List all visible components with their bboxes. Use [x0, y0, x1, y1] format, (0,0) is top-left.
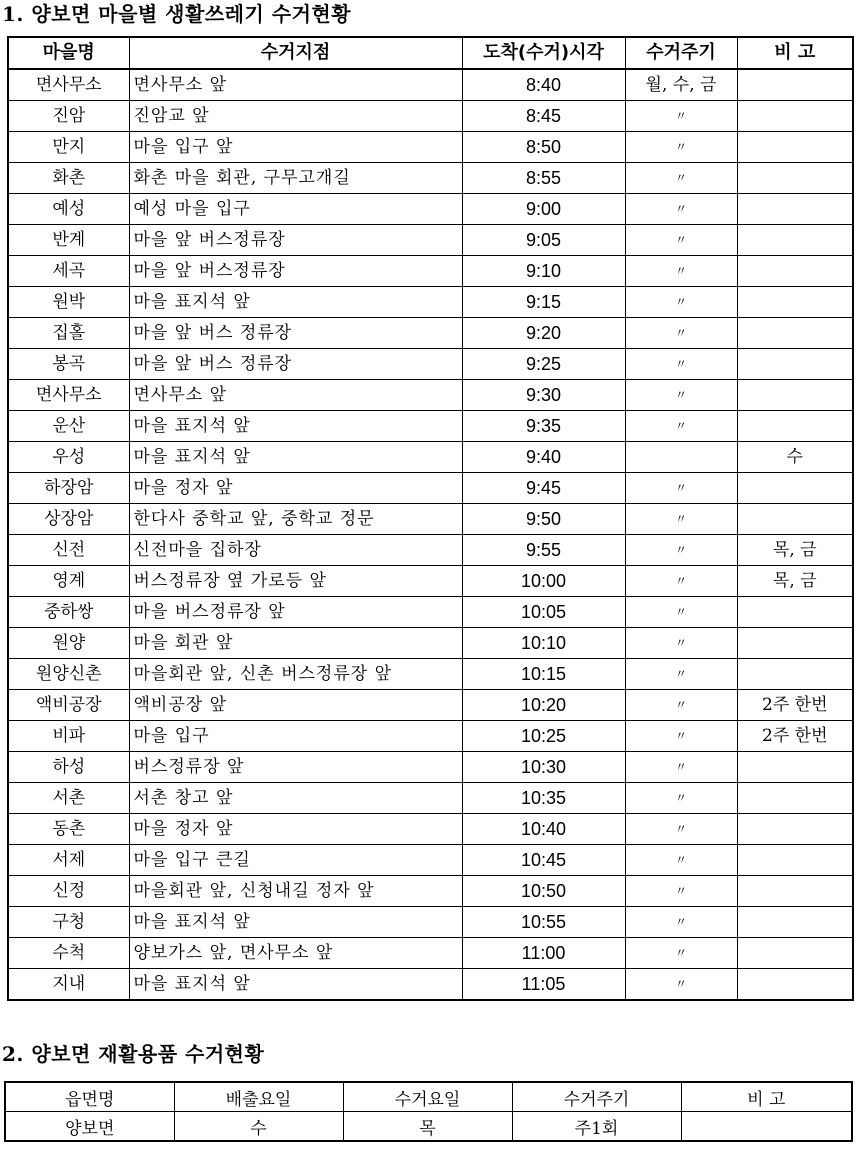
location-cell: 마을 표지석 앞	[129, 287, 462, 318]
arrival-time-cell: 9:00	[462, 194, 625, 225]
arrival-time-cell: 10:30	[462, 752, 625, 783]
village-cell: 하성	[8, 752, 129, 783]
note-cell	[737, 287, 853, 318]
table-row	[8, 225, 853, 256]
note-cell: 목, 금	[737, 566, 853, 597]
arrival-time-cell: 10:15	[462, 659, 625, 690]
note-cell	[737, 132, 853, 163]
village-cell: 신전	[8, 535, 129, 566]
location-cell: 예성 마을 입구	[129, 194, 462, 225]
arrival-time-cell: 8:50	[462, 132, 625, 163]
village-cell: 봉곡	[8, 349, 129, 380]
note-cell	[737, 318, 853, 349]
cycle-cell: 〃	[625, 287, 737, 318]
note-cell	[737, 411, 853, 442]
header-collect-day: 수거요일	[343, 1082, 512, 1112]
location-cell: 마을 표지석 앞	[129, 969, 462, 1001]
note-cell	[737, 194, 853, 225]
table-row	[8, 256, 853, 287]
table-row	[8, 380, 853, 411]
note-cell	[737, 659, 853, 690]
cycle-cell: 〃	[625, 690, 737, 721]
village-cell: 지내	[8, 969, 129, 1001]
arrival-time-cell: 9:30	[462, 380, 625, 411]
table-row	[8, 597, 853, 628]
table-row	[8, 690, 853, 721]
arrival-time-cell: 9:55	[462, 535, 625, 566]
location-cell: 마을 정자 앞	[129, 814, 462, 845]
header-cycle: 수거주기	[625, 37, 737, 69]
recycling-table-body	[5, 1112, 852, 1142]
note-cell	[737, 349, 853, 380]
location-cell: 면사무소 앞	[129, 69, 462, 101]
table-row	[8, 349, 853, 380]
village-cell: 구청	[8, 907, 129, 938]
note-cell	[737, 69, 853, 101]
arrival-time-cell: 10:20	[462, 690, 625, 721]
note-cell: 수	[737, 442, 853, 473]
village-cell: 진암	[8, 101, 129, 132]
cycle-cell	[625, 442, 737, 473]
cycle-cell: 〃	[625, 535, 737, 566]
location-cell: 마을 앞 버스 정류장	[129, 349, 462, 380]
note-cell	[737, 628, 853, 659]
cycle-cell: 〃	[625, 566, 737, 597]
arrival-time-cell: 9:25	[462, 349, 625, 380]
cycle-cell: 〃	[625, 938, 737, 969]
table-row	[8, 628, 853, 659]
table-row	[8, 69, 853, 101]
cycle-cell: 〃	[625, 628, 737, 659]
note-cell: 2주 한번	[737, 721, 853, 752]
note-cell	[737, 752, 853, 783]
location-cell: 마을 입구 큰길	[129, 845, 462, 876]
section-1-title: 1. 양보면 마을별 생활쓰레기 수거현황	[2, 2, 352, 26]
note-cell	[737, 101, 853, 132]
table-row	[8, 783, 853, 814]
header-note: 비 고	[681, 1082, 852, 1112]
table-row	[8, 566, 853, 597]
note-cell	[737, 845, 853, 876]
note-cell	[681, 1112, 852, 1142]
table-row	[8, 504, 853, 535]
note-cell	[737, 597, 853, 628]
location-cell: 액비공장 앞	[129, 690, 462, 721]
location-cell: 마을회관 앞, 신촌 버스정류장 앞	[129, 659, 462, 690]
village-cell: 운산	[8, 411, 129, 442]
village-cell: 만지	[8, 132, 129, 163]
village-cell: 화촌	[8, 163, 129, 194]
cycle-cell: 〃	[625, 225, 737, 256]
arrival-time-cell: 9:35	[462, 411, 625, 442]
location-cell: 마을 앞 버스 정류장	[129, 318, 462, 349]
location-cell: 마을 회관 앞	[129, 628, 462, 659]
arrival-time-cell: 9:15	[462, 287, 625, 318]
note-cell	[737, 938, 853, 969]
arrival-time-cell: 10:25	[462, 721, 625, 752]
discharge-day-cell: 수	[174, 1112, 343, 1142]
table-row	[8, 163, 853, 194]
table-header-row	[8, 37, 853, 69]
note-cell	[737, 225, 853, 256]
arrival-time-cell: 10:05	[462, 597, 625, 628]
table-row	[8, 752, 853, 783]
table-row	[8, 876, 853, 907]
location-cell: 마을회관 앞, 신청내길 정자 앞	[129, 876, 462, 907]
note-cell	[737, 907, 853, 938]
table-row	[8, 535, 853, 566]
table-row	[8, 473, 853, 504]
cycle-cell: 〃	[625, 814, 737, 845]
household-waste-table-body	[8, 69, 853, 1000]
cycle-cell: 〃	[625, 194, 737, 225]
cycle-cell: 〃	[625, 907, 737, 938]
village-cell: 하장암	[8, 473, 129, 504]
note-cell	[737, 876, 853, 907]
arrival-time-cell: 9:20	[462, 318, 625, 349]
cycle-cell: 〃	[625, 349, 737, 380]
header-location: 수거지점	[129, 37, 462, 69]
cycle-cell: 〃	[625, 473, 737, 504]
cycle-cell: 〃	[625, 659, 737, 690]
header-cycle: 수거주기	[512, 1082, 681, 1112]
note-cell: 목, 금	[737, 535, 853, 566]
village-cell: 집홀	[8, 318, 129, 349]
arrival-time-cell: 9:50	[462, 504, 625, 535]
header-village: 마을명	[8, 37, 129, 69]
collect-day-cell: 목	[343, 1112, 512, 1142]
village-cell: 원양신촌	[8, 659, 129, 690]
arrival-time-cell: 8:40	[462, 69, 625, 101]
table-header-row	[5, 1082, 852, 1112]
location-cell: 양보가스 앞, 면사무소 앞	[129, 938, 462, 969]
location-cell: 마을 표지석 앞	[129, 411, 462, 442]
cycle-cell: 〃	[625, 783, 737, 814]
cycle-cell: 〃	[625, 101, 737, 132]
location-cell: 마을 표지석 앞	[129, 907, 462, 938]
cycle-cell: 〃	[625, 845, 737, 876]
cycle-cell: 월, 수, 금	[625, 69, 737, 101]
arrival-time-cell: 9:45	[462, 473, 625, 504]
location-cell: 버스정류장 옆 가로등 앞	[129, 566, 462, 597]
recycling-table	[4, 1081, 853, 1142]
village-cell: 원양	[8, 628, 129, 659]
village-cell: 면사무소	[8, 380, 129, 411]
table-row	[8, 442, 853, 473]
table-row	[8, 132, 853, 163]
arrival-time-cell: 10:10	[462, 628, 625, 659]
table-row	[8, 411, 853, 442]
cycle-cell: 주1회	[512, 1112, 681, 1142]
table-row	[8, 318, 853, 349]
location-cell: 마을 입구	[129, 721, 462, 752]
table-row	[8, 969, 853, 1001]
location-cell: 면사무소 앞	[129, 380, 462, 411]
household-waste-table	[7, 36, 854, 1001]
village-cell: 면사무소	[8, 69, 129, 101]
note-cell	[737, 783, 853, 814]
table-row	[8, 101, 853, 132]
cycle-cell: 〃	[625, 318, 737, 349]
location-cell: 버스정류장 앞	[129, 752, 462, 783]
arrival-time-cell: 11:00	[462, 938, 625, 969]
table-row	[8, 845, 853, 876]
village-cell: 수척	[8, 938, 129, 969]
cycle-cell: 〃	[625, 969, 737, 1001]
location-cell: 신전마을 집하장	[129, 535, 462, 566]
cycle-cell: 〃	[625, 380, 737, 411]
note-cell	[737, 969, 853, 1001]
header-note: 비 고	[737, 37, 853, 69]
arrival-time-cell: 10:00	[462, 566, 625, 597]
town-cell: 양보면	[5, 1112, 174, 1142]
note-cell	[737, 380, 853, 411]
table-row	[5, 1112, 852, 1142]
arrival-time-cell: 10:40	[462, 814, 625, 845]
note-cell	[737, 163, 853, 194]
village-cell: 서제	[8, 845, 129, 876]
cycle-cell: 〃	[625, 752, 737, 783]
note-cell: 2주 한번	[737, 690, 853, 721]
village-cell: 반계	[8, 225, 129, 256]
location-cell: 마을 표지석 앞	[129, 442, 462, 473]
arrival-time-cell: 11:05	[462, 969, 625, 1001]
location-cell: 마을 버스정류장 앞	[129, 597, 462, 628]
village-cell: 우성	[8, 442, 129, 473]
arrival-time-cell: 10:35	[462, 783, 625, 814]
note-cell	[737, 473, 853, 504]
note-cell	[737, 504, 853, 535]
location-cell: 화촌 마을 회관, 구무고개길	[129, 163, 462, 194]
cycle-cell: 〃	[625, 163, 737, 194]
header-arrival-time: 도착(수거)시각	[462, 37, 625, 69]
village-cell: 액비공장	[8, 690, 129, 721]
location-cell: 마을 정자 앞	[129, 473, 462, 504]
village-cell: 세곡	[8, 256, 129, 287]
arrival-time-cell: 9:40	[462, 442, 625, 473]
cycle-cell: 〃	[625, 256, 737, 287]
village-cell: 예성	[8, 194, 129, 225]
note-cell	[737, 814, 853, 845]
arrival-time-cell: 9:10	[462, 256, 625, 287]
section-2-title: 2. 양보면 재활용품 수거현황	[2, 1042, 265, 1066]
header-discharge-day: 배출요일	[174, 1082, 343, 1112]
location-cell: 서촌 창고 앞	[129, 783, 462, 814]
arrival-time-cell: 10:50	[462, 876, 625, 907]
header-town: 읍면명	[5, 1082, 174, 1112]
location-cell: 마을 앞 버스정류장	[129, 225, 462, 256]
table-row	[8, 194, 853, 225]
cycle-cell: 〃	[625, 597, 737, 628]
cycle-cell: 〃	[625, 132, 737, 163]
location-cell: 마을 앞 버스정류장	[129, 256, 462, 287]
village-cell: 신정	[8, 876, 129, 907]
table-row	[8, 907, 853, 938]
village-cell: 서촌	[8, 783, 129, 814]
table-row	[8, 814, 853, 845]
arrival-time-cell: 8:45	[462, 101, 625, 132]
cycle-cell: 〃	[625, 411, 737, 442]
table-row	[8, 721, 853, 752]
location-cell: 한다사 중학교 앞, 중학교 정문	[129, 504, 462, 535]
village-cell: 영계	[8, 566, 129, 597]
table-row	[8, 287, 853, 318]
cycle-cell: 〃	[625, 876, 737, 907]
table-row	[8, 659, 853, 690]
village-cell: 상장암	[8, 504, 129, 535]
arrival-time-cell: 10:45	[462, 845, 625, 876]
village-cell: 중하쌍	[8, 597, 129, 628]
cycle-cell: 〃	[625, 721, 737, 752]
arrival-time-cell: 8:55	[462, 163, 625, 194]
arrival-time-cell: 9:05	[462, 225, 625, 256]
village-cell: 동촌	[8, 814, 129, 845]
arrival-time-cell: 10:55	[462, 907, 625, 938]
location-cell: 진암교 앞	[129, 101, 462, 132]
village-cell: 원박	[8, 287, 129, 318]
table-row	[8, 938, 853, 969]
cycle-cell: 〃	[625, 504, 737, 535]
location-cell: 마을 입구 앞	[129, 132, 462, 163]
note-cell	[737, 256, 853, 287]
village-cell: 비파	[8, 721, 129, 752]
